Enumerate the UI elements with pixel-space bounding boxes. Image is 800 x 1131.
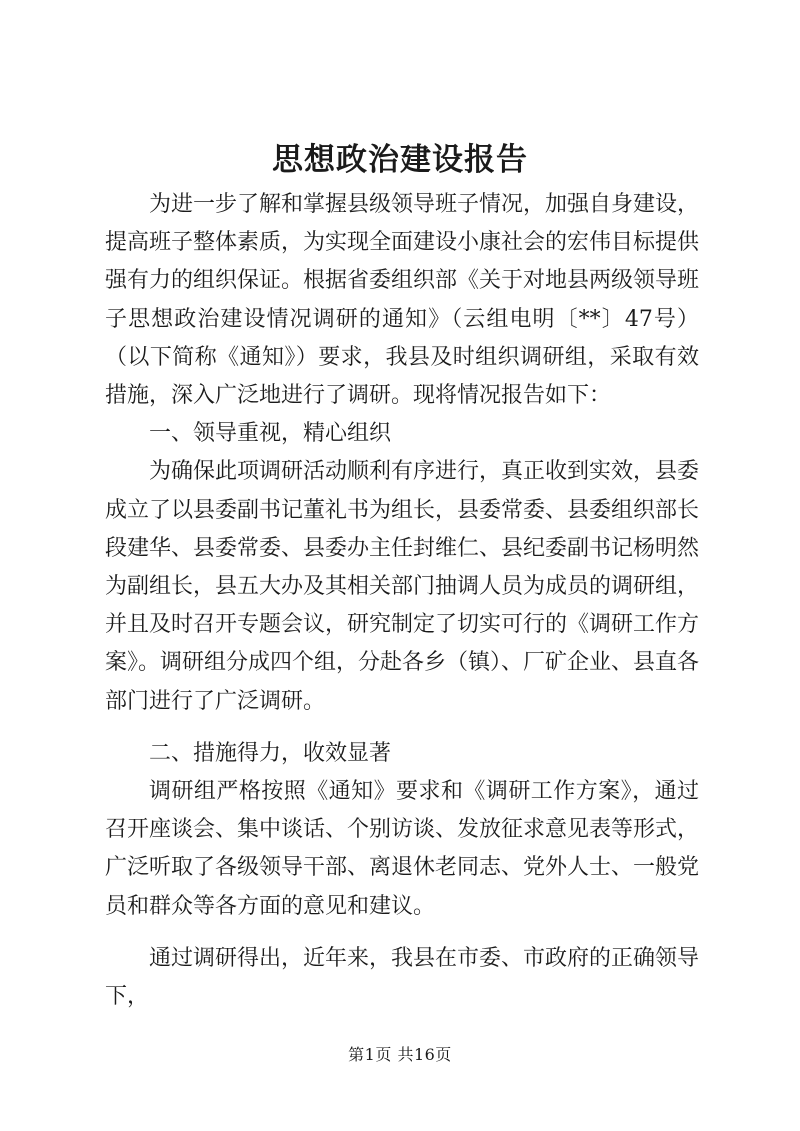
conclusion-paragraph: 通过调研得出，近年来，我县在市委、市政府的正确领导下， (105, 945, 700, 1010)
section-heading-2: 二、措施得力，收效显著 (149, 740, 392, 766)
section-heading-1: 一、领导重视，精心组织 (149, 421, 392, 447)
intro-paragraph: 为进一步了解和掌握县级领导班子情况，加强自身建设，提高班子整体素质，为实现全面建设小康社会的宏伟目标提供强有力的组织保证。根据省委组织部《关于对地县两级领导班子思想政治建设情况调研的通知》（云组电明〔**〕47号）（以下简称《通知》）要求，我县及时组织调研组，采取有效措施，深入广泛地进行了调研。现将情况报告如下： (105, 192, 700, 409)
page-number-footer: 第1页 共16页 (348, 1045, 452, 1064)
section-1-paragraph: 为确保此项调研活动顺利有序进行，真正收到实效，县委成立了以县委副书记董礼书为组长，县委常委、县委组织部长段建华、县委常委、县委办主任封维仁、县纪委副书记杨明然为副组长，县五大办及其相关部门抽调人员为成员的调研组，并且及时召开专题会议，研究制定了切实可行的《调研工作方案》。调研组分成四个组，分赴各乡（镇）、厂矿企业、县直各部门进行了广泛调研。 (105, 459, 700, 714)
document-title: 思想政治建设报告 (272, 142, 528, 178)
document-body (105, 186, 699, 1016)
section-2-paragraph: 调研组严格按照《通知》要求和《调研工作方案》，通过召开座谈会、集中谈话、个别访谈、发放征求意见表等形式，广泛听取了各级领导干部、离退休老同志、党外人士、一般党员和群众等各方面的意见和建议。 (105, 779, 700, 919)
